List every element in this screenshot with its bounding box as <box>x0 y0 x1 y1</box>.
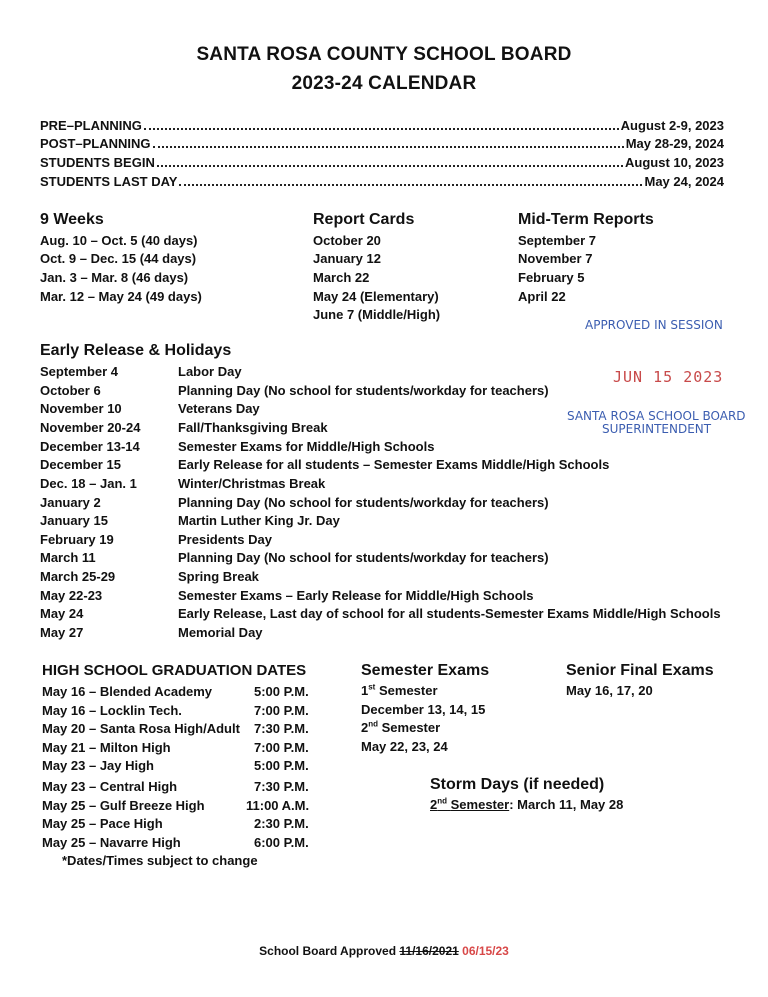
holiday-date: May 27 <box>40 625 84 640</box>
holiday-event: Planning Day (No school for students/workday for teachers) <box>178 550 549 565</box>
graduation-school: May 25 – Navarre High <box>42 835 181 850</box>
key-date-value: May 24, 2024 <box>644 174 724 189</box>
nine-weeks-item: Jan. 3 – Mar. 8 (46 days) <box>40 270 189 285</box>
graduation-time: 5:00 P.M. <box>254 684 309 699</box>
midterm-date: April 22 <box>518 289 566 304</box>
holiday-date: December 13-14 <box>40 439 140 454</box>
graduation-time: 5:00 P.M. <box>254 758 309 773</box>
report-cards-heading: Report Cards <box>313 211 415 228</box>
footer-old-date: 11/16/2021 <box>399 944 459 958</box>
graduation-heading: HIGH SCHOOL GRADUATION DATES <box>42 662 307 679</box>
holiday-date: December 15 <box>40 457 121 472</box>
key-date-value: May 28-29, 2024 <box>625 136 724 151</box>
holiday-event: Spring Break <box>178 569 259 584</box>
graduation-time: 7:30 P.M. <box>254 721 309 736</box>
holiday-event: Semester Exams – Early Release for Middle/High Schools <box>178 588 534 603</box>
graduation-time: 11:00 A.M. <box>246 798 310 813</box>
key-date-value: August 2-9, 2023 <box>620 118 724 133</box>
holiday-event: Winter/Christmas Break <box>178 476 326 491</box>
midterm-date: February 5 <box>518 270 585 285</box>
approval-stamp-title: SUPERINTENDENT <box>602 422 712 436</box>
holiday-date: May 22-23 <box>40 588 103 603</box>
semester-2-dates: May 22, 23, 24 <box>361 739 448 754</box>
semester-1-label: 1st Semester <box>361 682 438 698</box>
footer-new-date: 06/15/23 <box>462 944 509 958</box>
approval-stamp-board: SANTA ROSA SCHOOL BOARD <box>567 409 746 423</box>
nine-weeks-item: Mar. 12 – May 24 (49 days) <box>40 289 202 304</box>
holiday-date: September 4 <box>40 364 119 379</box>
graduation-school: May 23 – Jay High <box>42 758 154 773</box>
holidays-heading: Early Release & Holidays <box>40 342 232 359</box>
storm-days-heading: Storm Days (if needed) <box>430 776 605 793</box>
leader-dots <box>144 128 619 130</box>
graduation-time: 2:30 P.M. <box>254 816 309 831</box>
graduation-note: *Dates/Times subject to change <box>62 853 258 868</box>
holiday-event: Fall/Thanksgiving Break <box>178 420 328 435</box>
approval-stamp-text: APPROVED IN SESSION <box>585 318 723 332</box>
key-date-row <box>40 136 724 151</box>
holiday-event: Planning Day (No school for students/workday for teachers) <box>178 495 549 510</box>
leader-dots <box>179 184 642 186</box>
footer-label: School Board Approved <box>259 944 397 958</box>
report-card-date: October 20 <box>313 233 381 248</box>
midterm-date: September 7 <box>518 233 597 248</box>
storm-days-dates: 2nd Semester: March 11, May 28 <box>430 796 624 812</box>
graduation-school: May 25 – Gulf Breeze High <box>42 798 205 813</box>
holiday-event: Presidents Day <box>178 532 272 547</box>
leader-dots <box>153 146 624 148</box>
key-date-label: STUDENTS BEGIN <box>40 155 155 170</box>
midterm-heading: Mid-Term Reports <box>518 211 654 228</box>
graduation-school: May 16 – Locklin Tech. <box>42 703 182 718</box>
key-date-label: POST–PLANNING <box>40 136 151 151</box>
holiday-event: Labor Day <box>178 364 242 379</box>
senior-final-dates: May 16, 17, 20 <box>566 683 653 698</box>
footer-approval <box>0 944 768 958</box>
holiday-event: Early Release, Last day of school for all students-Semester Exams Middle/High Schools <box>178 606 721 621</box>
holiday-event: Veterans Day <box>178 401 260 416</box>
graduation-school: May 16 – Blended Academy <box>42 684 213 699</box>
graduation-school: May 25 – Pace High <box>42 816 163 831</box>
nine-weeks-item: Aug. 10 – Oct. 5 (40 days) <box>40 233 198 248</box>
graduation-time: 6:00 P.M. <box>254 835 309 850</box>
key-date-row <box>40 118 724 133</box>
page-subtitle: 2023-24 CALENDAR <box>291 73 477 94</box>
holiday-event: Martin Luther King Jr. Day <box>178 513 340 528</box>
key-date-label: STUDENTS LAST DAY <box>40 174 178 189</box>
leader-dots <box>157 165 623 167</box>
holiday-event: Planning Day (No school for students/workday for teachers) <box>178 383 549 398</box>
holiday-date: October 6 <box>40 383 101 398</box>
holiday-date: November 20-24 <box>40 420 141 435</box>
holiday-date: Dec. 18 – Jan. 1 <box>40 476 137 491</box>
senior-final-heading: Senior Final Exams <box>566 662 714 679</box>
semester-exams-heading: Semester Exams <box>361 662 490 679</box>
holiday-date: May 24 <box>40 606 84 621</box>
graduation-time: 7:00 P.M. <box>254 740 309 755</box>
graduation-school: May 23 – Central High <box>42 779 178 794</box>
holiday-event: Semester Exams for Middle/High Schools <box>178 439 435 454</box>
report-card-date: June 7 (Middle/High) <box>313 307 441 322</box>
key-date-label: PRE–PLANNING <box>40 118 142 133</box>
approval-stamp-date: JUN 15 2023 <box>613 368 724 386</box>
holiday-date: March 25-29 <box>40 569 116 584</box>
page-title: SANTA ROSA COUNTY SCHOOL BOARD <box>196 44 572 65</box>
graduation-school: May 20 – Santa Rosa High/Adult <box>42 721 240 736</box>
holiday-event: Early Release for all students – Semester Exams Middle/High Schools <box>178 457 610 472</box>
report-card-date: May 24 (Elementary) <box>313 289 439 304</box>
report-card-date: January 12 <box>313 251 381 266</box>
holiday-event: Memorial Day <box>178 625 263 640</box>
graduation-time: 7:00 P.M. <box>254 703 309 718</box>
holiday-date: January 2 <box>40 495 101 510</box>
key-date-row <box>40 174 724 189</box>
semester-2-label: 2nd Semester <box>361 719 441 735</box>
graduation-time: 7:30 P.M. <box>254 779 309 794</box>
holiday-date: February 19 <box>40 532 114 547</box>
nine-weeks-heading: 9 Weeks <box>40 211 104 228</box>
holiday-date: November 10 <box>40 401 122 416</box>
holiday-date: January 15 <box>40 513 108 528</box>
key-date-value: August 10, 2023 <box>625 155 724 170</box>
key-date-row <box>40 155 724 170</box>
midterm-date: November 7 <box>518 251 593 266</box>
graduation-school: May 21 – Milton High <box>42 740 171 755</box>
report-card-date: March 22 <box>313 270 370 285</box>
holiday-date: March 11 <box>40 550 96 565</box>
semester-1-dates: December 13, 14, 15 <box>361 702 486 717</box>
nine-weeks-item: Oct. 9 – Dec. 15 (44 days) <box>40 251 197 266</box>
storm-days-semester: 2nd Semester <box>430 796 510 812</box>
